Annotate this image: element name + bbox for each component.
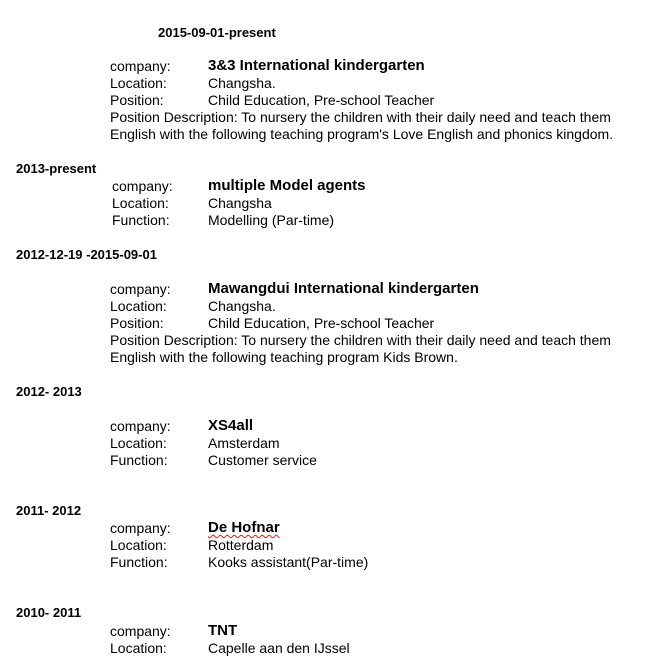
location-label: Location:	[112, 195, 169, 211]
company-name: TNT	[208, 622, 238, 639]
company-name: XS4all	[208, 417, 254, 434]
location-value: Amsterdam	[208, 435, 280, 451]
entry-date: 2012- 2013	[16, 384, 82, 399]
entry-date: 2010- 2011	[16, 605, 82, 620]
function-label: Function:	[110, 554, 168, 570]
function-label: Function:	[112, 212, 170, 228]
location-value: Capelle aan den IJssel	[208, 640, 350, 656]
company-label: company:	[110, 58, 171, 74]
description-label: Position Description:	[110, 109, 238, 125]
entry-date: 2015-09-01-present	[158, 25, 276, 40]
position-label: Position:	[110, 315, 164, 331]
description-label: Position Description:	[110, 332, 238, 348]
company-label: company:	[110, 281, 171, 297]
location-value: Changsha	[208, 195, 272, 211]
position-description	[110, 332, 620, 366]
company-label: company:	[112, 178, 173, 194]
location-label: Location:	[110, 75, 167, 91]
description-text: To nursery the children with their daily need and teach them English with the following teaching program Kids Brown.	[110, 332, 611, 365]
function-label: Function:	[110, 452, 168, 468]
entry-date: 2011- 2012	[16, 503, 82, 518]
description-text: To nursery the children with their daily need and teach them English with the following teaching program's Love English and phonics kingdom.	[110, 109, 614, 142]
location-label: Location:	[110, 435, 167, 451]
function-value: Customer service	[208, 452, 317, 468]
position-value: Child Education, Pre-school Teacher	[208, 92, 435, 108]
position-label: Position:	[110, 92, 164, 108]
entry-date: 2012-12-19 -2015-09-01	[16, 247, 157, 262]
entry-date: 2013-present	[16, 161, 97, 176]
company-label: company:	[110, 623, 171, 639]
location-value: Rotterdam	[208, 537, 274, 553]
function-value: Modelling (Par-time)	[208, 212, 335, 228]
company-name: Mawangdui International kindergarten	[208, 280, 479, 297]
company-name: multiple Model agents	[208, 177, 366, 194]
location-value: Changsha.	[208, 75, 276, 91]
location-value: Changsha.	[208, 298, 276, 314]
company-label: company:	[110, 520, 171, 536]
location-label: Location:	[110, 537, 167, 553]
location-label: Location:	[110, 298, 167, 314]
position-value: Child Education, Pre-school Teacher	[208, 315, 435, 331]
company-name: De Hofnar	[208, 519, 280, 536]
function-value: Kooks assistant(Par-time)	[208, 554, 369, 570]
location-label: Location:	[110, 640, 167, 656]
company-name: 3&3 International kindergarten	[208, 57, 425, 74]
company-label: company:	[110, 418, 171, 434]
position-description	[110, 109, 620, 143]
